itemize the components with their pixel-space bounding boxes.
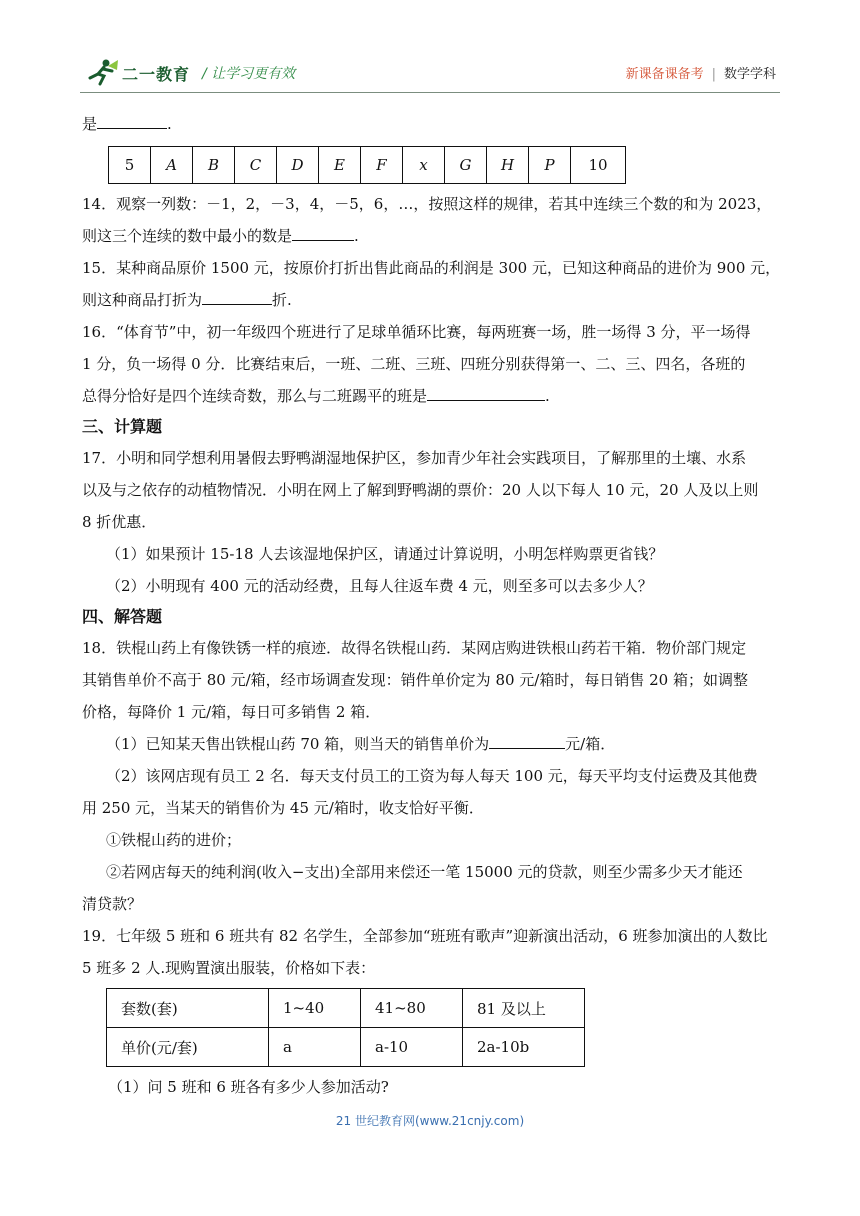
q16-line2: 1 分，负一场得 0 分．比赛结束后，一班、二班、三班、四班分别获得第一、二、三、四名，各班的 [82, 355, 746, 373]
header-rule [80, 92, 780, 93]
table-cell: a [269, 1028, 361, 1067]
table-cell: B [193, 147, 235, 184]
q19-line1: 19．七年级 5 班和 6 班共有 82 名学生，全部参加“班班有歌声”迎新演出活动，6 班参加演出的人数比 [82, 927, 768, 945]
page-header [80, 56, 780, 92]
brand-name: 二一教育 [122, 65, 191, 84]
table-row [107, 1028, 585, 1067]
header-divider: | [711, 67, 716, 82]
q19-sub1: （1）问 5 班和 6 班各有多少人参加活动? [108, 1078, 389, 1096]
table-cell: 41~80 [361, 989, 463, 1028]
brand-logo [84, 58, 192, 86]
table-cell: P [529, 147, 571, 184]
answer-blank [97, 112, 167, 129]
table-cell: H [487, 147, 529, 184]
runner-icon [84, 58, 120, 86]
q15-line2: 则这种商品打折为 折. [82, 284, 782, 316]
header-tags [626, 63, 776, 82]
table-row [109, 147, 626, 184]
table-cell: 套数(套) [107, 989, 269, 1028]
q18-sub2-line2: 用 250 元，当某天的销售价为 45 元/箱时，收支恰好平衡． [82, 799, 484, 817]
q17-line3: 8 折优惠． [82, 513, 157, 531]
q17-sub1: （1）如果预计 15-18 人去该湿地保护区，请通过计算说明，小明怎样购票更省钱？ [106, 545, 664, 563]
table-cell: 5 [109, 147, 151, 184]
answer-blank [292, 224, 354, 241]
q18-line2: 其销售单价不高于 80 元/箱，经市场调查发现：销件单价定为 80 元/箱时，每日销售 20 箱；如调整 [82, 671, 748, 689]
q18-item2-line2: 清贷款？ [82, 895, 143, 913]
table-cell: F [361, 147, 403, 184]
q16-line1: 16．“体育节”中，初一年级四个班进行了足球单循环比赛，每两班赛一场，胜一场得 3 分，平一场得 [82, 323, 751, 341]
table-cell: G [445, 147, 487, 184]
header-tag-course: 新课备课备考 [625, 67, 704, 82]
table-cell: D [277, 147, 319, 184]
q18-sub2-line1: （2）该网店现有员工 2 名．每天支付员工的工资为每人每天 100 元，每天平均支付运费及其他费 [106, 767, 758, 785]
table-cell: C [235, 147, 277, 184]
header-tag-subject: 数学学科 [723, 67, 776, 82]
header-slogan: / 让学习更有效 [202, 66, 296, 82]
table-cell: 10 [571, 147, 626, 184]
answer-blank [202, 288, 272, 305]
q14-line1: 14．观察一列数：－1，2，－3，4，－5，6，…，按照这样的规律，若其中连续三个数的和为 2023， [82, 195, 772, 213]
answer-blank [427, 384, 545, 401]
table-cell: A [151, 147, 193, 184]
q17-line2: 以及与之依存的动植物情况．小明在网上了解到野鸭湖的票价：20 人以下每人 10 元，20 人及以上则 [82, 481, 759, 499]
table-cell: x [403, 147, 445, 184]
q18-line3: 价格，每降价 1 元/箱，每日可多销售 2 箱． [82, 703, 381, 721]
sequence-table [108, 146, 626, 184]
table-row [107, 989, 585, 1028]
q16-line3: 总得分恰好是四个连续奇数，那么与二班踢平的班是 . [82, 380, 782, 412]
q14-line2: 则这三个连续的数中最小的数是 . [82, 220, 782, 252]
section-heading-calc: 三、计算题 [82, 417, 163, 436]
table-cell: 1~40 [269, 989, 361, 1028]
document-body [82, 108, 782, 1103]
table-cell: a-10 [361, 1028, 463, 1067]
q19-line2: 5 班多 2 人.现购置演出服装，价格如下表： [82, 959, 376, 977]
answer-blank [489, 732, 565, 749]
price-table [106, 988, 585, 1067]
table-cell: 2a-10b [463, 1028, 585, 1067]
q13-tail: 是 . [82, 108, 782, 140]
q15-line1: 15．某种商品原价 1500 元，按原价打折出售此商品的利润是 300 元，已知这种商品的进价为 900 元， [82, 259, 781, 277]
q18-item1: ①铁棍山药的进价； [106, 831, 242, 849]
q18-sub1: （1）已知某天售出铁棍山药 70 箱，则当天的销售单价为 元/箱． [82, 728, 782, 760]
q18-item2-line1: ②若网店每天的纯利润(收入−支出)全部用来偿还一笔 15000 元的贷款，则至少需多少天才能还 [106, 863, 743, 881]
table-cell: E [319, 147, 361, 184]
q18-line1: 18．铁棍山药上有像铁锈一样的痕迹．故得名铁棍山药．某网店购进铁根山药若干箱．物价部门规定 [82, 639, 747, 657]
section-heading-solve: 四、解答题 [82, 607, 163, 626]
table-cell: 81 及以上 [463, 989, 585, 1028]
page-footer: 21 世纪教育网(www.21cnjy.com) [335, 1114, 525, 1128]
q17-sub2: （2）小明现有 400 元的活动经费，且每人往返车费 4 元，则至多可以去多少人？ [106, 577, 653, 595]
q17-line1: 17．小明和同学想利用暑假去野鸭湖湿地保护区，参加青少年社会实践项目，了解那里的土壤、水系 [82, 449, 747, 467]
table-cell: 单价(元/套) [107, 1028, 269, 1067]
